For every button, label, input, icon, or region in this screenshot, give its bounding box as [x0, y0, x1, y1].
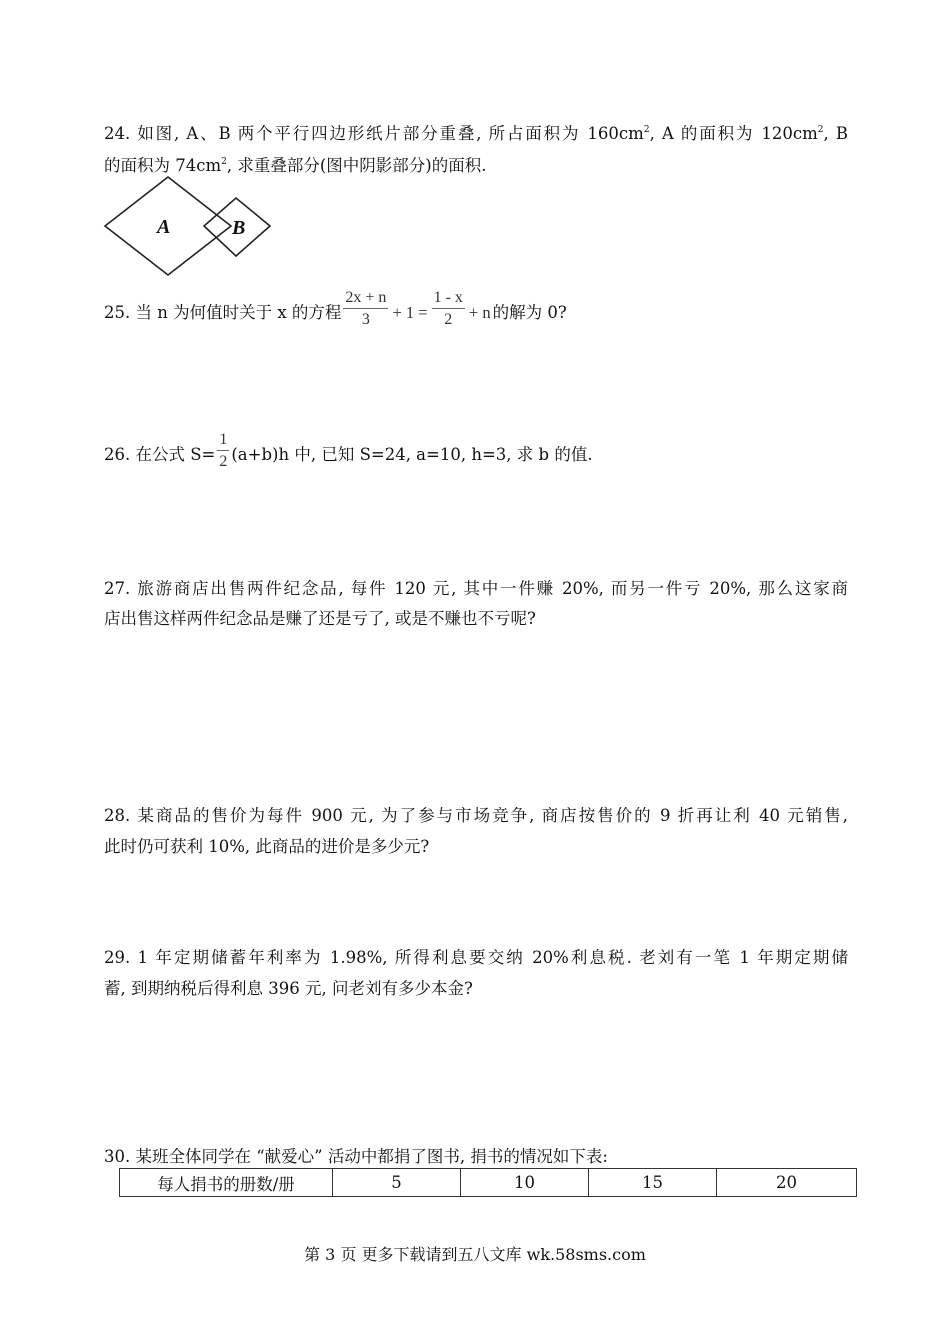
q25-fraction-1: $\frac{2x + n}{3}$	[345, 289, 387, 328]
table-cell: 10	[461, 1169, 589, 1197]
table-cell: 15	[589, 1169, 717, 1197]
table-cell: 5	[333, 1169, 461, 1197]
q29-line1: 29. 1 年定期储蓄年利率为 1.98%, 所得利息要交纳 20%利息税. 老刘有一笔 1 年期定期储	[104, 948, 848, 967]
q26-fraction: $\frac{1}{2}$	[219, 431, 228, 470]
q24-line1: 24. 如图, A、B 两个平行四边形纸片部分重叠, 所占面积为 $160cm^2$, A 的面积为 $120cm^2$, B	[104, 124, 848, 143]
q28-line1: 28. 某商品的售价为每件 900 元, 为了参与市场竞争, 商店按售价的 9 折再让利 40 元销售,	[104, 806, 848, 825]
q29-line2: 蓄, 到期纳税后得利息 396 元, 问老刘有多少本金?	[104, 979, 473, 998]
q27-line1: 27. 旅游商店出售两件纪念品, 每件 120 元, 其中一件赚 20%, 而另一件亏 20%, 那么这家商	[104, 579, 848, 598]
q25-fraction-2: $\frac{1 - x}{2}$	[433, 289, 463, 328]
q24-line2: 的面积为 $74cm^2$, 求重叠部分(图中阴影部分)的面积.	[104, 156, 487, 175]
table-header-cell: 每人捐书的册数/册	[120, 1169, 333, 1197]
table-cell: 20	[717, 1169, 857, 1197]
donation-table	[119, 1168, 857, 1197]
table-row	[120, 1169, 857, 1197]
q28-line2: 此时仍可获利 10%, 此商品的进价是多少元?	[104, 837, 430, 856]
q27-line2: 店出售这样两件纪念品是赚了还是亏了, 或是不赚也不亏呢?	[104, 609, 536, 628]
q25-line: 25. 当 n 为何值时关于 x 的方程 $\frac{2x + n}{3}$ + 1 = $\frac{1 - x}{2}$ + n 的解为 0?	[104, 292, 567, 335]
label-b: B	[232, 217, 246, 239]
q30-line1: 30. 某班全体同学在 “献爱心” 活动中都捐了图书, 捐书的情况如下表:	[104, 1147, 608, 1166]
label-a: A	[157, 216, 171, 238]
q26-line: 26. 在公式 S= $\frac{1}{2}$ (a+b)h 中, 已知 S=24, a=10, h=3, 求 b 的值.	[104, 434, 593, 477]
page-footer: 第 3 页 更多下载请到五八文库 wk.58sms.com	[304, 1245, 646, 1264]
